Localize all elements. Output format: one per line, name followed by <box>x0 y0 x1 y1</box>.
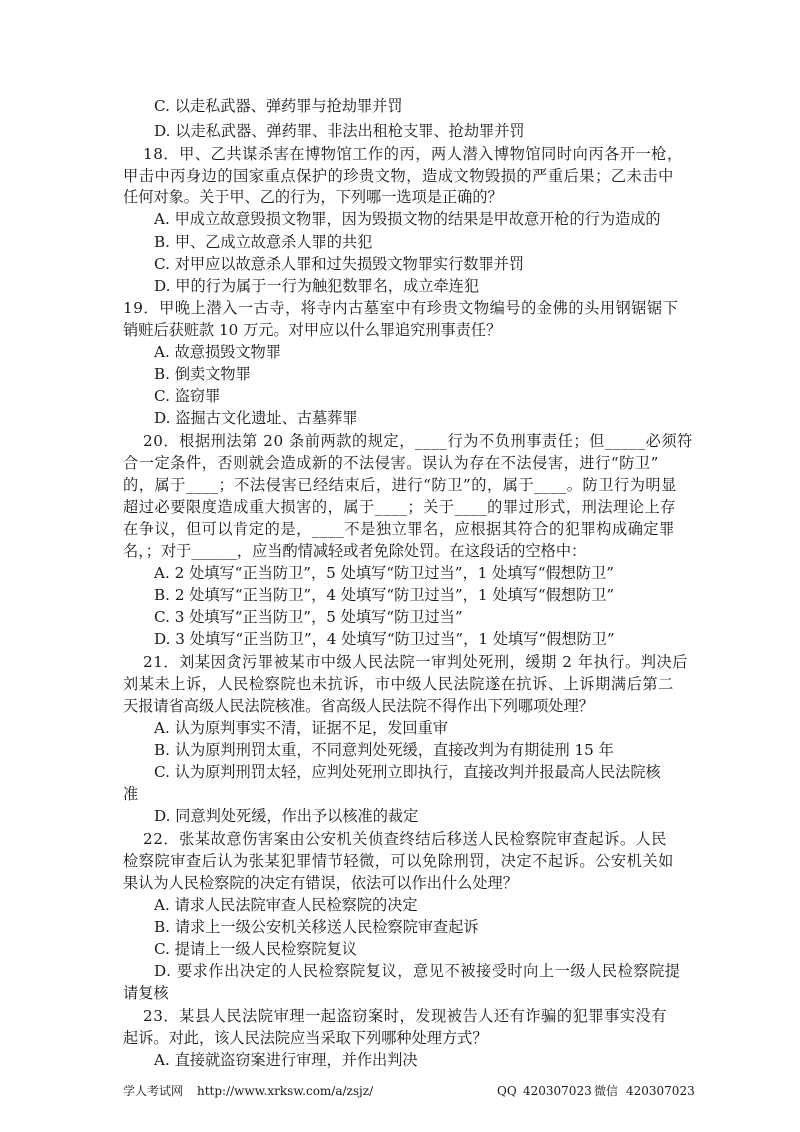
option-line: B. 倒卖文物罪 <box>154 365 251 383</box>
question-line: 起诉。对此，该人民法院应当采取下列哪种处理方式？ <box>123 1029 488 1047</box>
option-line: A. 2 处填写“正当防卫”，5 处填写“防卫过当”，1 处填写“假想防卫” <box>154 564 614 582</box>
question-line: 合一定条件，否则就会造成新的不法侵害。误认为存在不法侵害，进行“防卫” <box>123 454 659 472</box>
option-line: A. 请求人民法院审查人民检察院的决定 <box>154 896 418 914</box>
option-line: A. 认为原判事实不清，证据不足，发回重审 <box>154 719 448 737</box>
question-line: 在争议，但可以肯定的是，____不是独立罪名，应根据其符合的犯罪构成确定罪 <box>123 520 675 538</box>
footer-qq-label: QQ <box>497 1084 517 1098</box>
footer-wechat-label: 微信 <box>594 1084 619 1098</box>
question-line: 检察院审查后认为张某犯罪情节轻微，可以免除刑罚，决定不起诉。公安机关如 <box>123 852 674 870</box>
option-line: B. 请求上一级公安机关移送人民检察院审查起诉 <box>154 918 479 936</box>
option-line: B. 甲、乙成立故意杀人罪的共犯 <box>154 233 373 251</box>
option-line: B. 2 处填写“正当防卫”，4 处填写“防卫过当”，1 处填写“假想防卫” <box>154 586 615 604</box>
option-line: B. 认为原判刑罚太重，不同意判处死缓，直接改判为有期徒刑 15 年 <box>154 741 614 759</box>
option-line: C. 盗窃罪 <box>154 387 221 405</box>
question-line: 天报请省高级人民法院核准。省高级人民法院不得作出下列哪项处理？ <box>123 697 594 715</box>
option-line: D. 盗掘古文化遗址、古墓葬罪 <box>154 409 358 427</box>
option-line: C. 对甲应以故意杀人罪和过失损毁文物罪实行数罪并罚 <box>154 255 525 273</box>
question-line: 的，属于____；不法侵害已经结束后，进行“防卫”的，属于____。防卫行为明显 <box>123 476 677 494</box>
question-line: 超过必要限度造成重大损害的，属于____；关于____的罪过形式，刑法理论上存 <box>123 498 677 516</box>
option-line: D. 以走私武器、弹药罪、非法出租枪支罪、抢劫罪并罚 <box>154 122 525 140</box>
option-line: C. 认为原判刑罚太轻，应判处死刑立即执行，直接改判并报最高人民法院核 <box>154 763 661 781</box>
option-line: C. 提请上一级人民检察院复议 <box>154 940 357 958</box>
question-line: 刘某未上诉，人民检察院也未抗诉，市中级人民法院遂在抗诉、上诉期满后第二 <box>123 675 674 693</box>
question-line: 甲击中丙身边的国家重点保护的珍贵文物，造成文物毁损的严重后果；乙未击中 <box>123 167 674 185</box>
question-line: 果认为人民检察院的决定有错误，依法可以作出什么处理？ <box>123 874 518 892</box>
question-line: 18．甲、乙共谋杀害在博物馆工作的丙，两人潜入博物馆同时向丙各开一枪， <box>143 145 683 163</box>
option-line: D. 甲的行为属于一行为触犯数罪名，成立牵连犯 <box>154 277 480 295</box>
option-line: D. 同意判处死缓，作出予以核准的裁定 <box>154 807 419 825</box>
option-line: A. 直接就盗窃案进行审理，并作出判决 <box>154 1051 418 1069</box>
option-line: A. 甲成立故意毁损文物罪，因为毁损文物的结果是甲故意开枪的行为造成的 <box>154 210 661 228</box>
footer-site-name: 学人考试网 <box>123 1084 184 1098</box>
option-line: 准 <box>123 785 139 803</box>
question-line: 任何对象。关于甲、乙的行为，下列哪一选项是正确的？ <box>123 188 503 206</box>
question-line: 销赃后获赃款 10 万元。对甲应以什么罪追究刑事责任？ <box>123 321 502 339</box>
option-line: C. 3 处填写“正当防卫”，5 处填写“防卫过当” <box>154 608 463 626</box>
option-line: D. 要求作出决定的人民检察院复议，意见不被接受时向上一级人民检察院提 <box>154 962 681 980</box>
question-line: 19．甲晚上潜入一古寺，将寺内古墓室中有珍贵文物编号的金佛的头用钢锯锯下 <box>123 299 679 317</box>
question-line: 20．根据刑法第 20 条前两款的规定，____行为不负刑事责任；但_____必须符 <box>143 432 693 450</box>
footer-url[interactable]: http://www.xrksw.com/a/zsjz/ <box>197 1084 374 1098</box>
question-line: 21．刘某因贪污罪被某市中级人民法院一审判处死刑，缓期 2 年执行。判决后 <box>143 653 688 671</box>
question-line: 22．张某故意伤害案由公安机关侦查终结后移送人民检察院审查起诉。人民 <box>143 830 668 848</box>
footer-wechat-number: 420307023 <box>626 1084 695 1098</box>
option-line: A. 故意损毁文物罪 <box>154 343 281 361</box>
option-line: D. 3 处填写“正当防卫”，4 处填写“防卫过当”，1 处填写“假想防卫” <box>154 630 615 648</box>
option-line: C. 以走私武器、弹药罪与抢劫罪并罚 <box>154 97 403 115</box>
question-line: 23．某县人民法院审理一起盗窃案时，发现被告人还有诈骗的犯罪事实没有 <box>143 1007 668 1025</box>
question-line: 名，；对于______，应当酌情减轻或者免除处罚。在这段话的空格中： <box>123 542 587 560</box>
footer-qq-number: 420307023 <box>523 1084 592 1098</box>
option-line: 请复核 <box>123 984 169 1002</box>
